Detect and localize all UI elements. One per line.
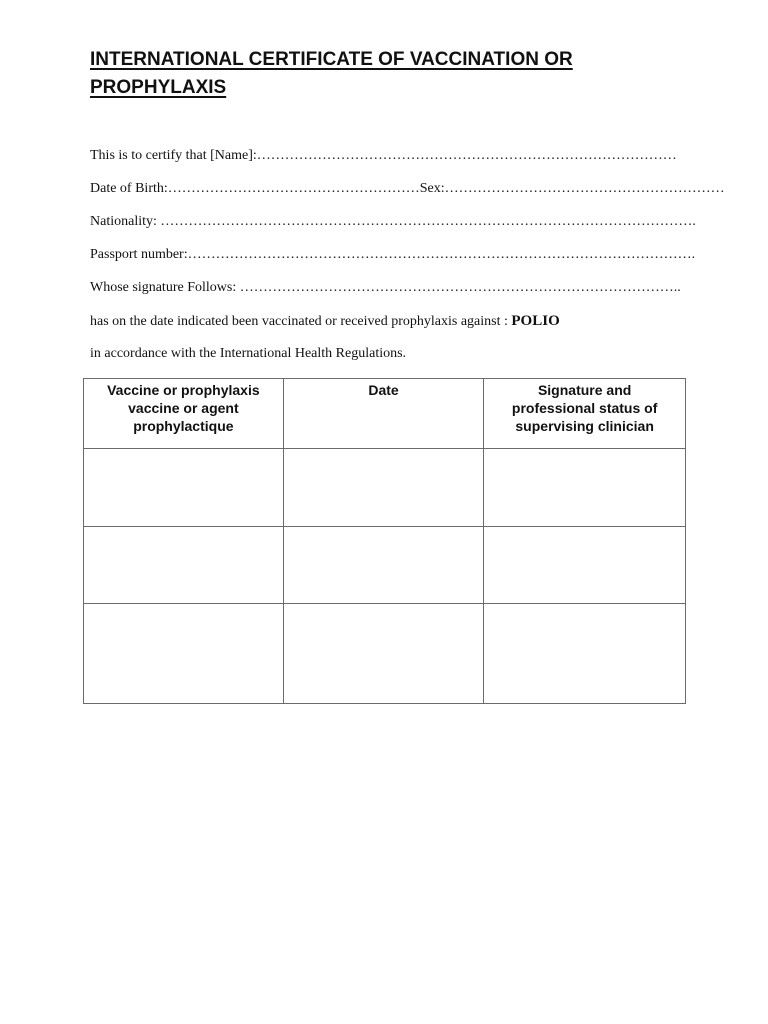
signature-cell[interactable] [484, 449, 686, 527]
vaccination-table [83, 378, 686, 704]
date-cell[interactable] [283, 604, 484, 704]
header-signature: Signature and professional status of supervising clinician [484, 379, 686, 449]
header-vaccine: Vaccine or prophylaxis vaccine or agent prophylactique [84, 379, 284, 449]
signature-cell[interactable] [484, 604, 686, 704]
table-row [84, 604, 686, 704]
header-date: Date [283, 379, 484, 449]
passport-line[interactable]: Passport number:………………………………………………………………………………………………. [90, 247, 696, 262]
vaccinated-against-line [90, 308, 680, 341]
table-header-row [84, 379, 686, 449]
vaccine-cell[interactable] [84, 527, 284, 604]
regulations-line: in accordance with the International Health Regulations. [90, 346, 407, 361]
signature-cell[interactable] [484, 527, 686, 604]
vaccine-cell[interactable] [84, 449, 284, 527]
dob-sex-line[interactable]: Date of Birth:………………………………………………Sex:…………………………………………………… [90, 181, 725, 196]
signature-line[interactable]: Whose signature Follows: ………………………………………………………………………………….. [90, 280, 681, 295]
disease-name: POLIO [511, 313, 560, 329]
table-row [84, 527, 686, 604]
nationality-line[interactable]: Nationality: ……………………………………………………………………………………………………. [90, 214, 696, 229]
certificate-fields [90, 143, 725, 374]
certificate-title: INTERNATIONAL CERTIFICATE OF VACCINATION OR PROPHYLAXIS [90, 49, 573, 98]
vaccine-cell[interactable] [84, 604, 284, 704]
name-line[interactable]: This is to certify that [Name]:……………………………………………………………………………… [90, 148, 677, 163]
vaccinated-against-text: has on the date indicated been vaccinated or received prophylaxis against : [90, 314, 512, 329]
date-cell[interactable] [283, 527, 484, 604]
table-row [84, 449, 686, 527]
date-cell[interactable] [283, 449, 484, 527]
